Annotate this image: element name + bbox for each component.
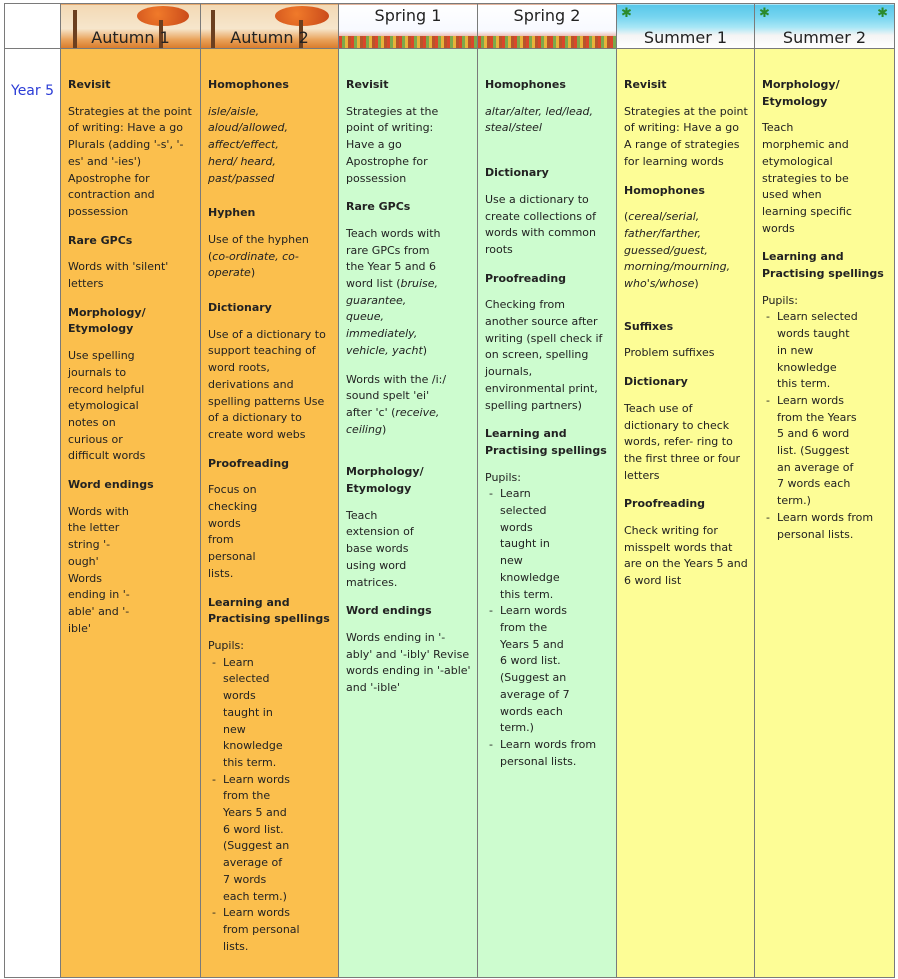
term-label: Autumn 2 xyxy=(230,28,309,47)
heading-dictionary: Dictionary xyxy=(624,375,688,389)
text-dictionary: Use a dictionary to create collections of words with common roots xyxy=(485,192,597,256)
learning-list xyxy=(208,655,332,956)
heading-revisit: Revisit xyxy=(68,78,111,91)
summer-2-cell xyxy=(755,49,895,978)
header-row xyxy=(5,4,895,49)
text-revisit: Strategies at the point of writing: Have a go Plurals (adding '-s', '-es' and '-ies') Apostrophe for contraction and possession xyxy=(68,104,192,218)
year-5-row xyxy=(5,49,895,978)
text-pupils: Pupils: xyxy=(485,470,521,484)
text-morphology: Use spelling journals to record helpful etymological notes on curious or difficult words xyxy=(68,349,146,463)
list-item: - Learn selected words taught in new knowledge this term. xyxy=(500,486,610,603)
list-item: - Learn words from the Years 5 and 6 word list. (Suggest an average of 7 words each term.) xyxy=(500,603,610,737)
list-item: - Learn words from personal lists. xyxy=(223,905,304,955)
heading-hyphen: Hyphen xyxy=(208,206,256,220)
header-corner xyxy=(5,4,61,49)
heading-rare-gpcs: Rare GPCs xyxy=(346,200,411,214)
header-spring-1 xyxy=(339,4,478,49)
text-ei-examples: receive, ceiling xyxy=(346,405,440,436)
text-hyphen xyxy=(208,232,332,282)
heading-learning: Learning and Practising spellings xyxy=(762,250,884,281)
palm-tree-icon: ✱ xyxy=(877,6,888,21)
heading-homophones: Homophones xyxy=(208,78,289,91)
header-spring-2 xyxy=(478,4,617,49)
header-summer-2 xyxy=(755,4,895,49)
header-autumn-2 xyxy=(201,4,339,49)
text-pupils: Pupils: xyxy=(762,293,798,307)
text-homo-a: ( xyxy=(624,210,629,224)
text-gpc-examples: bruise, guarantee, queue, immediately, vehicle, yacht xyxy=(346,277,439,357)
heading-word-endings: Word endings xyxy=(346,604,432,618)
text-revisit: Strategies at the point of writing: Have a go Apostrophe for possession xyxy=(346,104,439,185)
curriculum-table xyxy=(4,3,895,978)
flower-border-icon xyxy=(339,36,477,48)
term-label: Spring 2 xyxy=(513,6,581,25)
term-label: Summer 1 xyxy=(643,28,728,47)
list-item: - Learn selected words taught in new knowledge this term. xyxy=(223,655,304,772)
text-hyphen-b: ) xyxy=(250,266,256,280)
text-dictionary: Use of a dictionary to support teaching of word roots, derivations and spelling patterns Use of a dictionary to create word webs xyxy=(208,327,326,441)
learning-list xyxy=(485,486,610,770)
spring-2-cell xyxy=(478,49,617,978)
heading-proofreading: Proofreading xyxy=(485,271,567,285)
palm-tree-icon: ✱ xyxy=(621,6,632,21)
list-item: - Learn words from personal lists. xyxy=(777,510,888,543)
text-proofreading: Check writing for misspelt words that are on the Years 5 and 6 word list xyxy=(624,524,748,588)
text-gpc-b: ) xyxy=(422,343,428,357)
heading-morphology: Morphology/ Etymology xyxy=(68,305,146,336)
summer-1-cell xyxy=(617,49,755,978)
heading-revisit: Revisit xyxy=(624,78,667,91)
heading-morphology: Morphology/ Etymology xyxy=(762,78,840,108)
text-dictionary: Teach use of dictionary to check words, refer- ring to the first three or four letters xyxy=(624,401,740,482)
heading-morphology: Morphology/ Etymology xyxy=(346,465,424,496)
list-item: - Learn selected words taught in new knowledge this term. xyxy=(777,309,888,393)
heading-learning: Learning and Practising spellings xyxy=(485,427,607,457)
heading-word-endings: Word endings xyxy=(68,478,154,492)
heading-learning: Learning and Practising spellings xyxy=(208,595,330,626)
header-summer-1 xyxy=(617,4,755,49)
list-item: - Learn words from the Years 5 and 6 word list. (Suggest an average of 7 words each term.) xyxy=(223,772,304,906)
palm-tree-icon: ✱ xyxy=(759,6,770,21)
term-label: Autumn 1 xyxy=(91,28,170,47)
text-proofreading: Checking from another source after writing (spell check if on screen, spelling journals, environmental print, spelling partners) xyxy=(485,298,603,412)
text-gpc-a: Teach words with rare GPCs from the Year 5 and 6 word list ( xyxy=(346,226,441,291)
list-item: - Learn words from personal lists. xyxy=(500,737,610,770)
text-suffixes: Problem suffixes xyxy=(624,346,715,360)
heading-suffixes: Suffixes xyxy=(624,319,674,333)
text-homo-b: ) xyxy=(694,277,699,291)
learning-list xyxy=(762,309,888,543)
term-label: Spring 1 xyxy=(374,6,442,25)
list-item: - Learn words from the Years 5 and 6 word list. (Suggest an average of 7 words each term.) xyxy=(777,393,888,510)
text-hyphen-examples: co-ordinate, co-operate xyxy=(208,249,299,280)
text-homophones: altar/alter, led/lead, steal/steel xyxy=(485,104,594,135)
heading-proofreading: Proofreading xyxy=(208,456,290,470)
text-morphology: Teach extension of base words using word matrices. xyxy=(346,508,414,589)
text-homophones xyxy=(624,209,748,293)
text-ei-sound xyxy=(346,372,471,439)
spring-1-cell xyxy=(339,49,478,978)
autumn-1-cell xyxy=(61,49,201,978)
heading-proofreading: Proofreading xyxy=(624,497,706,511)
heading-homophones: Homophones xyxy=(485,78,566,91)
heading-revisit: Revisit xyxy=(346,78,389,91)
text-hyphen-a: Use of the hyphen ( xyxy=(208,232,309,263)
text-ei-b: ) xyxy=(381,422,387,436)
text-proofreading: Focus on checking words from personal lists. xyxy=(208,483,258,580)
text-rare-gpcs: Words with 'silent' letters xyxy=(68,260,169,291)
year-cell xyxy=(5,49,61,978)
text-word-endings: Words ending in '-ably' and '-ibly' Revise words ending in '-able' and '-ible' xyxy=(346,630,471,695)
text-homophones: isle/aisle, aloud/allowed, affect/effect, herd/ heard, past/passed xyxy=(208,104,289,185)
year-label: Year 5 xyxy=(11,83,54,99)
text-rare-gpcs xyxy=(346,226,471,360)
text-ei-a: Words with the /i:/ sound spelt 'ei' after 'c' ( xyxy=(346,372,447,419)
text-revisit: Strategies at the point of writing: Have a go A range of strategies for learning words xyxy=(624,104,748,168)
heading-rare-gpcs: Rare GPCs xyxy=(68,233,133,247)
term-label: Summer 2 xyxy=(782,28,867,47)
heading-homophones: Homophones xyxy=(624,183,705,197)
flower-border-icon xyxy=(478,36,616,48)
text-word-endings: Words with the letter string '-ough' Words ending in '-able' and '-ible' xyxy=(68,504,130,635)
heading-dictionary: Dictionary xyxy=(485,166,549,180)
header-autumn-1 xyxy=(61,4,201,49)
heading-dictionary: Dictionary xyxy=(208,301,272,315)
autumn-2-cell xyxy=(201,49,339,978)
text-pupils: Pupils: xyxy=(208,638,244,652)
text-morphology: Teach morphemic and etymological strategies to be used when learning specific words xyxy=(762,121,852,235)
text-homo-examples: cereal/serial, father/farther, guessed/guest, morning/mourning, who's/whose xyxy=(624,210,731,291)
